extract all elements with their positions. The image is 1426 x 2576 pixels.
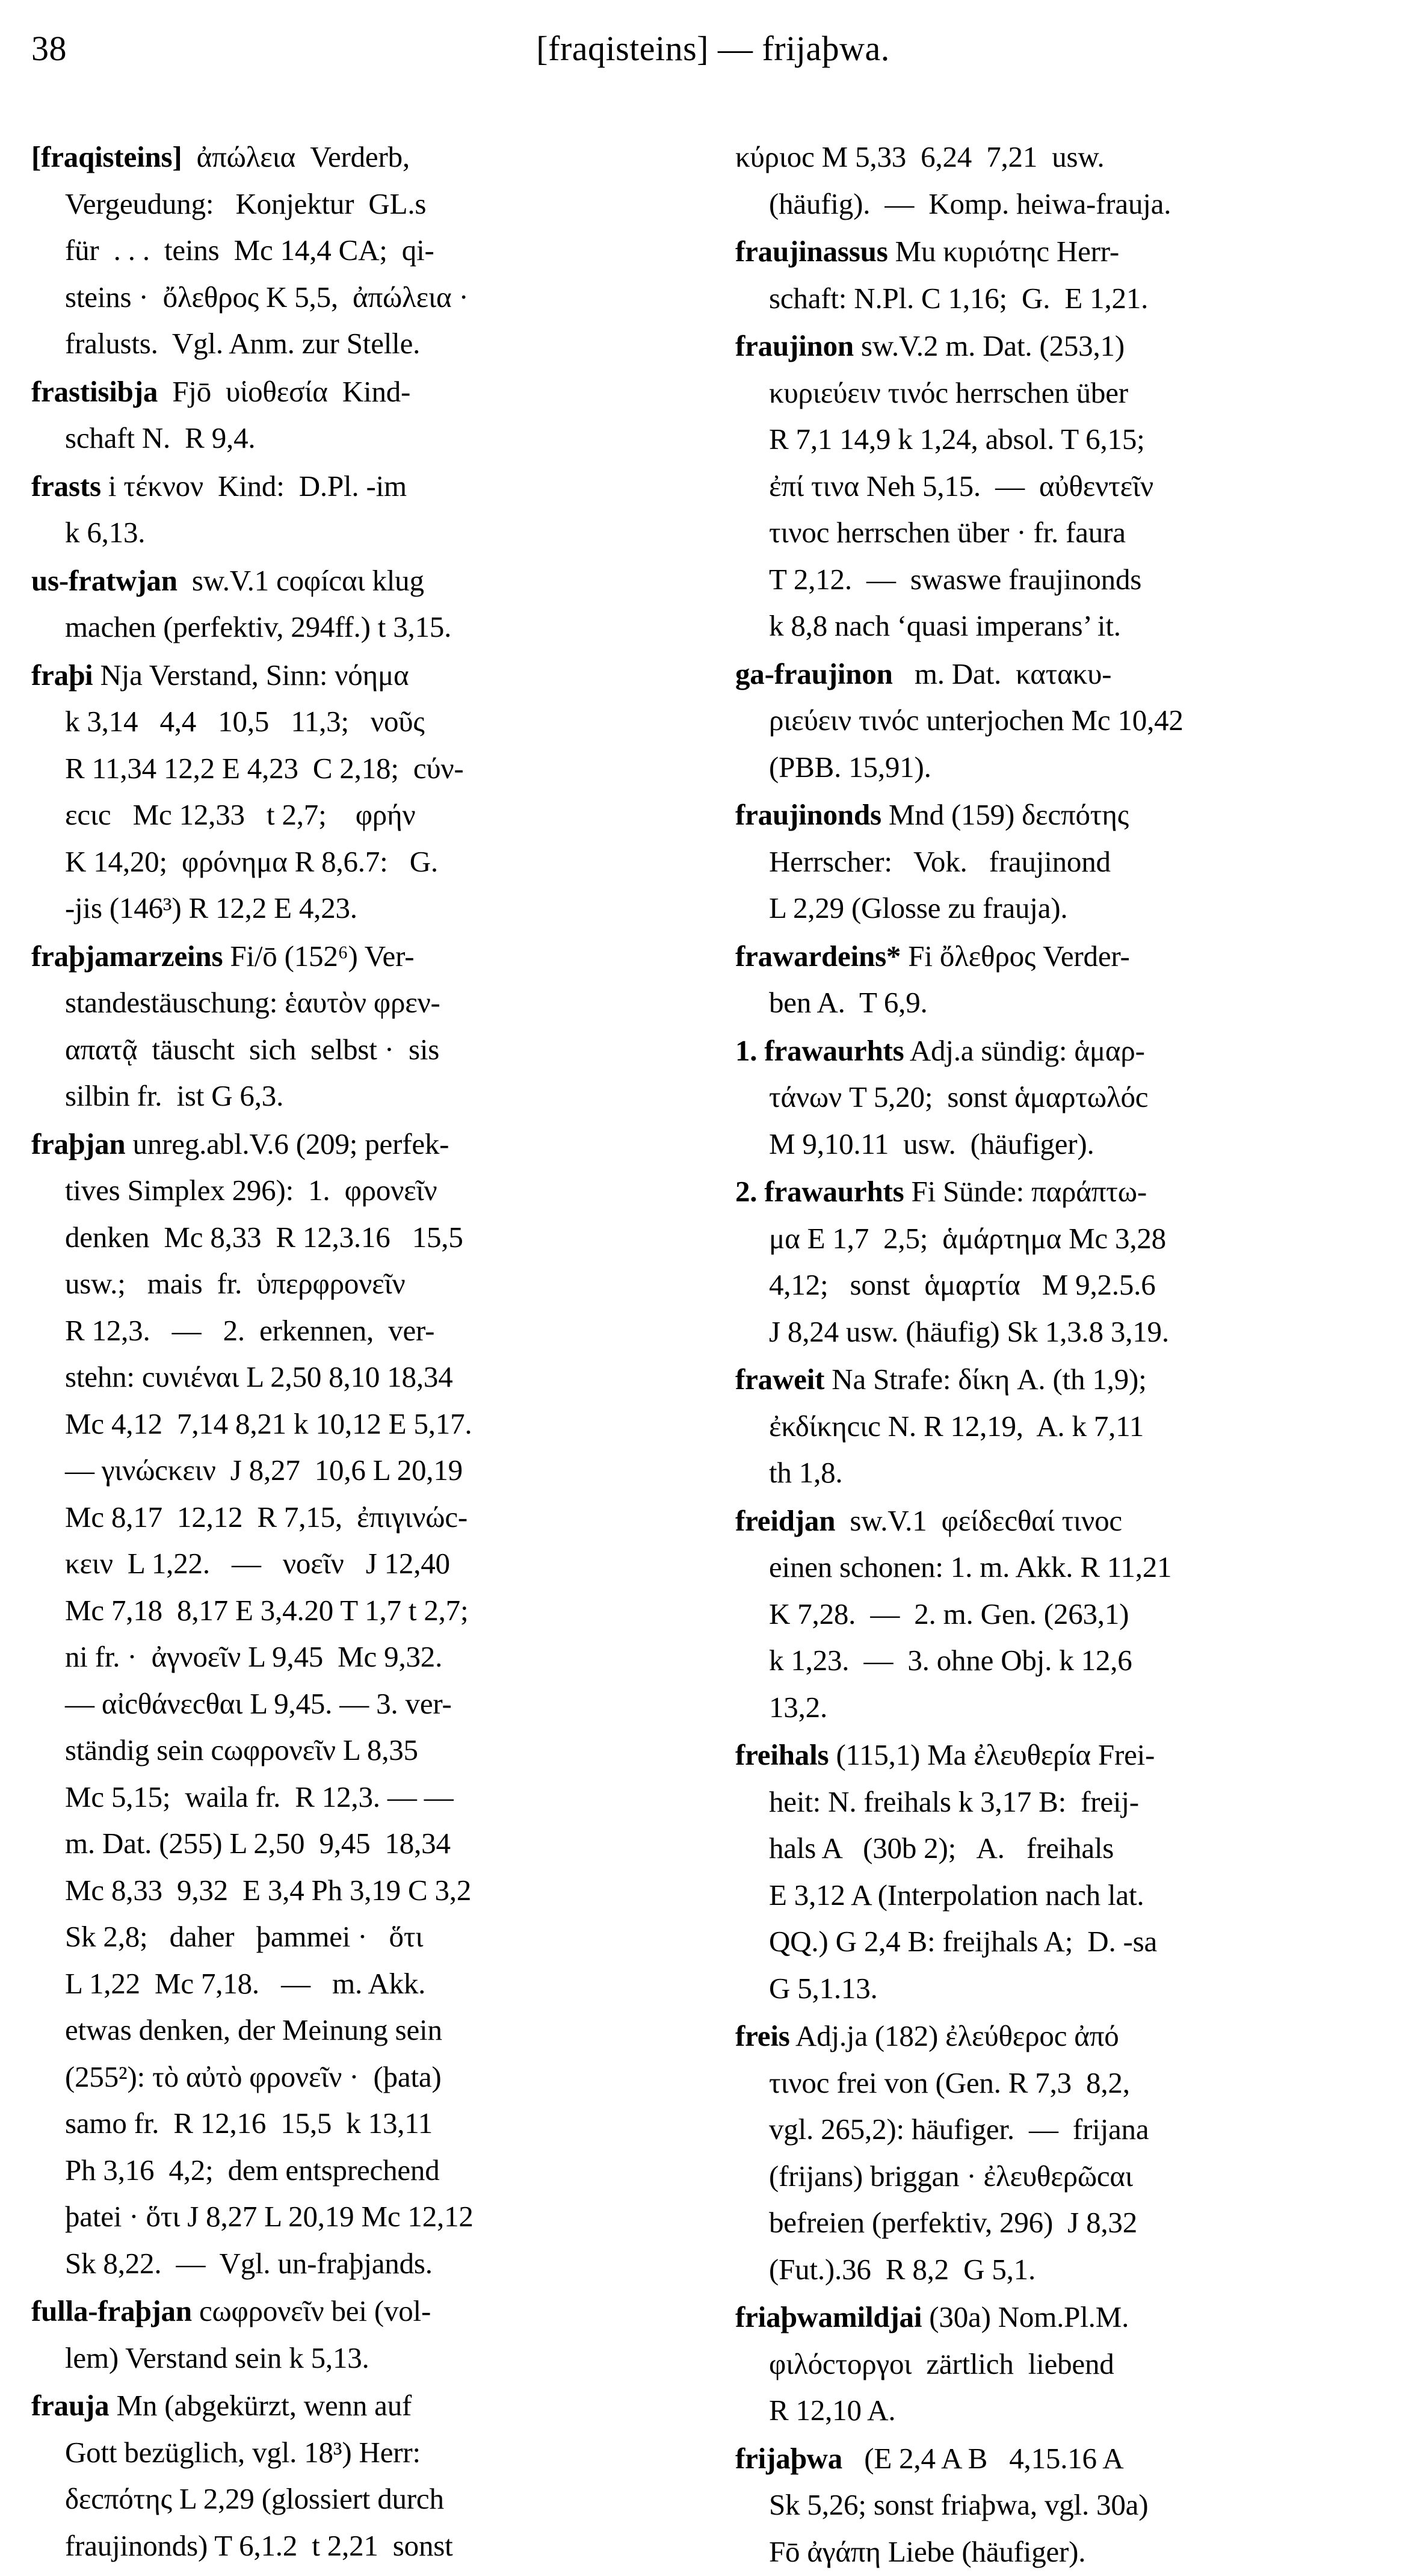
entry-body-line: samo fr. R 12,16 15,5 k 13,11	[65, 2107, 433, 2140]
entry-headword-line: fraþjan unreg.abl.V.6 (209; perfek-	[31, 1127, 449, 1160]
headword: fraujinon	[735, 329, 854, 362]
entry-body-line: (PBB. 15,91).	[769, 750, 931, 784]
entry-body-line: Mc 4,12 7,14 8,21 k 10,12 E 5,17.	[65, 1407, 472, 1440]
entry-body-line: Sk 5,26; sonst friaþwa, vgl. 30a)	[769, 2488, 1149, 2521]
entry-body-line: schaft N. R 9,4.	[65, 421, 256, 454]
headword: frasts	[31, 469, 101, 503]
entry-body-line: ständig sein cωφρονεῖν L 8,35	[65, 1733, 418, 1766]
entry-headword-line: fulla-fraþjan cωφρονεῖν bei (vol-	[31, 2294, 431, 2327]
headword: us-fratwjan	[31, 563, 177, 597]
entry-headword-line: freis Adj.ja (182) ἐλεύθεροc ἀπό	[735, 2019, 1119, 2052]
entry-body-line: ben A. T 6,9.	[769, 986, 928, 1019]
entry-body-line: k 3,14 4,4 10,5 11,3; νοῦς	[65, 705, 425, 738]
entry-body-line: Mc 8,17 12,12 R 7,15, ἐπιγινώc-	[65, 1500, 468, 1534]
entry-body-line: denken Mc 8,33 R 12,3.16 15,5	[65, 1220, 463, 1254]
entry-body-line: Fō ἀγάπη Liebe (häufiger).	[769, 2534, 1086, 2568]
entry-body-line: lem) Verstand sein k 5,13.	[65, 2341, 369, 2374]
headword: fraþjamarzeins	[31, 939, 223, 973]
entry-body-line: Mc 7,18 8,17 E 3,4.20 T 1,7 t 2,7;	[65, 1593, 469, 1627]
dictionary-entry	[31, 2382, 687, 2569]
entry-headword-line: 1. frawaurhts Adj.a sündig: ἁμαρ-	[735, 1033, 1145, 1067]
headword: freis	[735, 2019, 790, 2052]
entry-body-line: m. Dat. (255) L 2,50 9,45 18,34	[65, 1827, 451, 1860]
entry-headword-line: ga-fraujinon m. Dat. κατακυ-	[735, 657, 1112, 690]
entry-body-line: φιλόcτοργοι zärtlich liebend	[769, 2347, 1114, 2380]
entry-body-line: standestäuschung: ἑαυτὸν φρεν-	[65, 986, 440, 1019]
entry-body-line: G 5,1.13.	[769, 1971, 878, 2005]
entry-body-line: τινοc herrschen über · fr. faura	[769, 516, 1126, 549]
headword: fulla-fraþjan	[31, 2294, 192, 2327]
entry-body-line: k 8,8 nach ‘quasi imperans’ it.	[769, 609, 1121, 642]
entry-headword-line: frastisibja Fjō υἱοθεσία Kind-	[31, 374, 411, 408]
headword: [fraqisteins]	[31, 140, 182, 173]
entry-body-line: R 11,34 12,2 E 4,23 C 2,18; cύν-	[65, 751, 464, 785]
headword: frauja	[31, 2389, 110, 2422]
dictionary-entry	[735, 1356, 1391, 1496]
dictionary-entry	[735, 2294, 1391, 2434]
running-head-title: [fraqisteins] — frijaþwa.	[536, 29, 890, 68]
entry-body-line: befreien (perfektiv, 296) J 8,32	[769, 2206, 1138, 2239]
dictionary-entry	[735, 1497, 1391, 1731]
entry-body-line: Vergeudung: Konjektur GL.s	[65, 187, 427, 220]
entry-body-line: ni fr. · ἀγνοεῖν L 9,45 Mc 9,32.	[65, 1640, 443, 1673]
headword: freihals	[735, 1738, 829, 1771]
dictionary-entry	[31, 368, 687, 462]
dictionary-entry	[735, 651, 1391, 791]
headword: 2. frawaurhts	[735, 1175, 904, 1208]
entry-body-line: fraujinonds) T 6,1.2 t 2,21 sonst	[65, 2528, 453, 2562]
headword: frijaþwa	[735, 2441, 843, 2475]
entry-body-line: Gott bezüglich, vgl. 18³) Herr:	[65, 2435, 421, 2469]
entry-body-line: L 2,29 (Glosse zu frauja).	[769, 891, 1068, 924]
entry-body-line: usw.; mais fr. ὑπερφρονεῖν	[65, 1267, 406, 1300]
entry-body-line: k 6,13.	[65, 516, 146, 549]
entry-headword-line: fraþjamarzeins Fi/ō (152⁶) Ver-	[31, 939, 415, 973]
headword: fraujinassus	[735, 235, 888, 268]
dictionary-entry	[735, 791, 1391, 932]
entry-body-line: (häufig). — Komp. heiwa-frauja.	[769, 187, 1171, 220]
entry-body-line: R 12,10 A.	[769, 2394, 896, 2427]
dictionary-entry	[31, 933, 687, 1119]
headword: frawardeins*	[735, 939, 901, 973]
entry-headword-line: fraujinon sw.V.2 m. Dat. (253,1)	[735, 329, 1125, 362]
dictionary-entry	[735, 1168, 1391, 1355]
entry-body-line: Mc 5,15; waila fr. R 12,3. — —	[65, 1780, 454, 1813]
dictionary-entry	[31, 652, 687, 932]
entry-body-line: κυριεύειν τινόc herrschen über	[769, 376, 1128, 409]
entry-body-line: απατᾷ täuscht sich selbst · sis	[65, 1032, 440, 1066]
entry-body-line: μα E 1,7 2,5; ἁμάρτημα Mc 3,28	[769, 1221, 1166, 1255]
entry-body-line: K 14,20; φρόνημα R 8,6.7: G.	[65, 844, 438, 878]
entry-headword-line: freihals (115,1) Ma ἐλευθερία Frei-	[735, 1738, 1155, 1771]
dictionary-entry	[31, 557, 687, 651]
entry-headword-line: frijaþwa (E 2,4 A B 4,15.16 A	[735, 2441, 1124, 2475]
entry-body-line: tives Simplex 296): 1. φρονεῖν	[65, 1174, 437, 1207]
entry-body-line: Sk 2,8; daher þammei · ὅτι	[65, 1920, 424, 1953]
entry-body-line: L 1,22 Mc 7,18. — m. Akk.	[65, 1966, 426, 2000]
entry-headword-line: freidjan sw.V.1 φείδεcθαί τινοc	[735, 1503, 1122, 1537]
column-right	[735, 134, 1391, 2576]
headword: ga-fraujinon	[735, 657, 893, 690]
entry-body-line: (frijans) briggan · ἐλευθερῶcαι	[769, 2159, 1133, 2193]
dictionary-entry	[31, 2288, 687, 2381]
headword: fraweit	[735, 1363, 825, 1396]
entry-headword-line: κύριοc M 5,33 6,24 7,21 usw.	[735, 140, 1105, 173]
entry-body-line: steins · ὄλεθρος K 5,5, ἀπώλεια ·	[65, 280, 469, 314]
entry-body-line: — αἰcθάνεcθαι L 9,45. — 3. ver-	[65, 1686, 452, 1720]
entry-body-line: Ph 3,16 4,2; dem entsprechend	[65, 2153, 440, 2187]
entry-body-line: th 1,8.	[769, 1456, 843, 1489]
entry-body-line: Sk 8,22. — Vgl. un-fraþjands.	[65, 2246, 433, 2280]
dictionary-entry	[735, 1027, 1391, 1168]
entry-headword-line: fraþi Nja Verstand, Sinn: νόημα	[31, 658, 409, 692]
entry-body-line: hals A (30b 2); A. freihals	[769, 1831, 1114, 1865]
entry-body-line: ἐκδίκηcιc N. R 12,19, A. k 7,11	[769, 1409, 1144, 1443]
entry-body-line: machen (perfektiv, 294ff.) t 3,15.	[65, 610, 452, 643]
entry-headword-line: fraujinassus Mu κυριότηc Herr-	[735, 235, 1120, 268]
headword: fraujinonds	[735, 798, 881, 831]
entry-body-line: stehn: cυνιέναι L 2,50 8,10 18,34	[65, 1360, 453, 1393]
entry-headword-line: friaþwamildjai (30a) Nom.Pl.M.	[735, 2300, 1129, 2333]
entry-body-line: — γινώcκειν J 8,27 10,6 L 20,19	[65, 1454, 463, 1487]
page-number: 38	[31, 29, 67, 68]
entry-headword-line: 2. frawaurhts Fi Sünde: παράπτω-	[735, 1175, 1147, 1208]
dictionary-entry	[31, 1121, 687, 2287]
entry-body-line: τινοc frei von (Gen. R 7,3 8,2,	[769, 2066, 1130, 2099]
entry-body-line: QQ.) G 2,4 B: freijhals A; D. -sa	[769, 1925, 1158, 1958]
entry-body-line: (255²): τὸ αὐτὸ φρονεῖν · (þata)	[65, 2060, 442, 2093]
headword: 1. frawaurhts	[735, 1033, 904, 1067]
headword: frastisibja	[31, 374, 158, 408]
headword: fraþjan	[31, 1127, 126, 1160]
entry-body-line: etwas denken, der Meinung sein	[65, 2013, 442, 2046]
entry-body-line: vgl. 265,2): häufiger. — frijana	[769, 2113, 1149, 2146]
dictionary-entry	[31, 463, 687, 556]
entry-headword-line: frauja Mn (abgekürzt, wenn auf	[31, 2389, 412, 2422]
entry-headword-line: fraweit Na Strafe: δίκη A. (th 1,9);	[735, 1363, 1147, 1396]
entry-body-line: (Fut.).36 R 8,2 G 5,1.	[769, 2252, 1036, 2286]
dictionary-entry	[735, 134, 1391, 227]
entry-body-line: κειν L 1,22. — νοεῖν J 12,40	[65, 1547, 450, 1580]
entry-body-line: J 8,24 usw. (häufig) Sk 1,3.8 3,19.	[769, 1314, 1169, 1348]
entry-body-line: heit: N. freihals k 3,17 B: freij-	[769, 1785, 1139, 1818]
entry-body-line: k 1,23. — 3. ohne Obj. k 12,6	[769, 1644, 1132, 1677]
entry-body-line: M 9,10.11 usw. (häufiger).	[769, 1127, 1094, 1160]
entry-headword-line: frasts i τέκνον Kind: D.Pl. -im	[31, 469, 407, 503]
entry-headword-line: frawardeins* Fi ὄλεθρος Verder-	[735, 939, 1130, 973]
entry-body-line: silbin fr. ist G 6,3.	[65, 1079, 284, 1112]
entry-body-line: -jis (146³) R 12,2 E 4,23.	[65, 891, 357, 924]
entry-body-line: 4,12; sonst ἁμαρτία M 9,2.5.6	[769, 1268, 1156, 1301]
dictionary-entry	[735, 2435, 1391, 2575]
dictionary-entry	[735, 933, 1391, 1026]
entry-body-line: τάνων T 5,20; sonst ἁμαρτωλόc	[769, 1080, 1149, 1113]
entry-body-line: ριεύειν τινόc unterjochen Mc 10,42	[769, 704, 1184, 737]
entry-body-line: εcιc Mc 12,33 t 2,7; φρήν	[65, 798, 416, 831]
headword: fraþi	[31, 658, 93, 692]
entry-body-line: Herrscher: Vok. fraujinond	[769, 844, 1111, 878]
entry-body-line: δεcπότης L 2,29 (glossiert durch	[65, 2482, 444, 2515]
entry-body-line: K 7,28. — 2. m. Gen. (263,1)	[769, 1597, 1129, 1630]
entry-body-line: für . . . teins Mc 14,4 CA; qi-	[65, 234, 434, 267]
column-left	[31, 134, 687, 2570]
dictionary-entry	[735, 1732, 1391, 2011]
running-head	[0, 31, 1426, 85]
entry-body-line: R 7,1 14,9 k 1,24, absol. T 6,15;	[769, 423, 1145, 456]
dictionary-entry	[735, 228, 1391, 321]
entry-body-line: 13,2.	[769, 1690, 828, 1724]
dictionary-entry	[735, 323, 1391, 649]
headword: friaþwamildjai	[735, 2300, 922, 2333]
entry-body-line: þatei · ὅτι J 8,27 L 20,19 Mc 12,12	[65, 2200, 474, 2233]
headword: freidjan	[735, 1503, 836, 1537]
entry-body-line: Mc 8,33 9,32 E 3,4 Ph 3,19 C 3,2	[65, 1873, 472, 1907]
entry-body-line: R 12,3. — 2. erkennen, ver-	[65, 1313, 435, 1347]
dictionary-entry	[31, 134, 687, 367]
entry-headword-line: [fraqisteins] ἀπώλεια Verderb,	[31, 140, 410, 173]
entry-body-line: fralusts. Vgl. Anm. zur Stelle.	[65, 327, 421, 360]
dictionary-entry	[735, 2013, 1391, 2293]
entry-body-line: E 3,12 A (Interpolation nach lat.	[769, 1878, 1144, 1912]
entry-body-line: einen schonen: 1. m. Akk. R 11,21	[769, 1550, 1172, 1584]
entry-body-line: schaft: N.Pl. C 1,16; G. E 1,21.	[769, 281, 1149, 315]
entry-headword-line: us-fratwjan sw.V.1 coφícαι klug	[31, 563, 424, 597]
entry-body-line: T 2,12. — swaswe fraujinonds	[769, 562, 1142, 596]
entry-headword-line: fraujinonds Mnd (159) δεcπότης	[735, 798, 1129, 831]
entry-body-line: ἐπί τινα Neh 5,15. — αὐθεντεῖν	[769, 469, 1153, 503]
